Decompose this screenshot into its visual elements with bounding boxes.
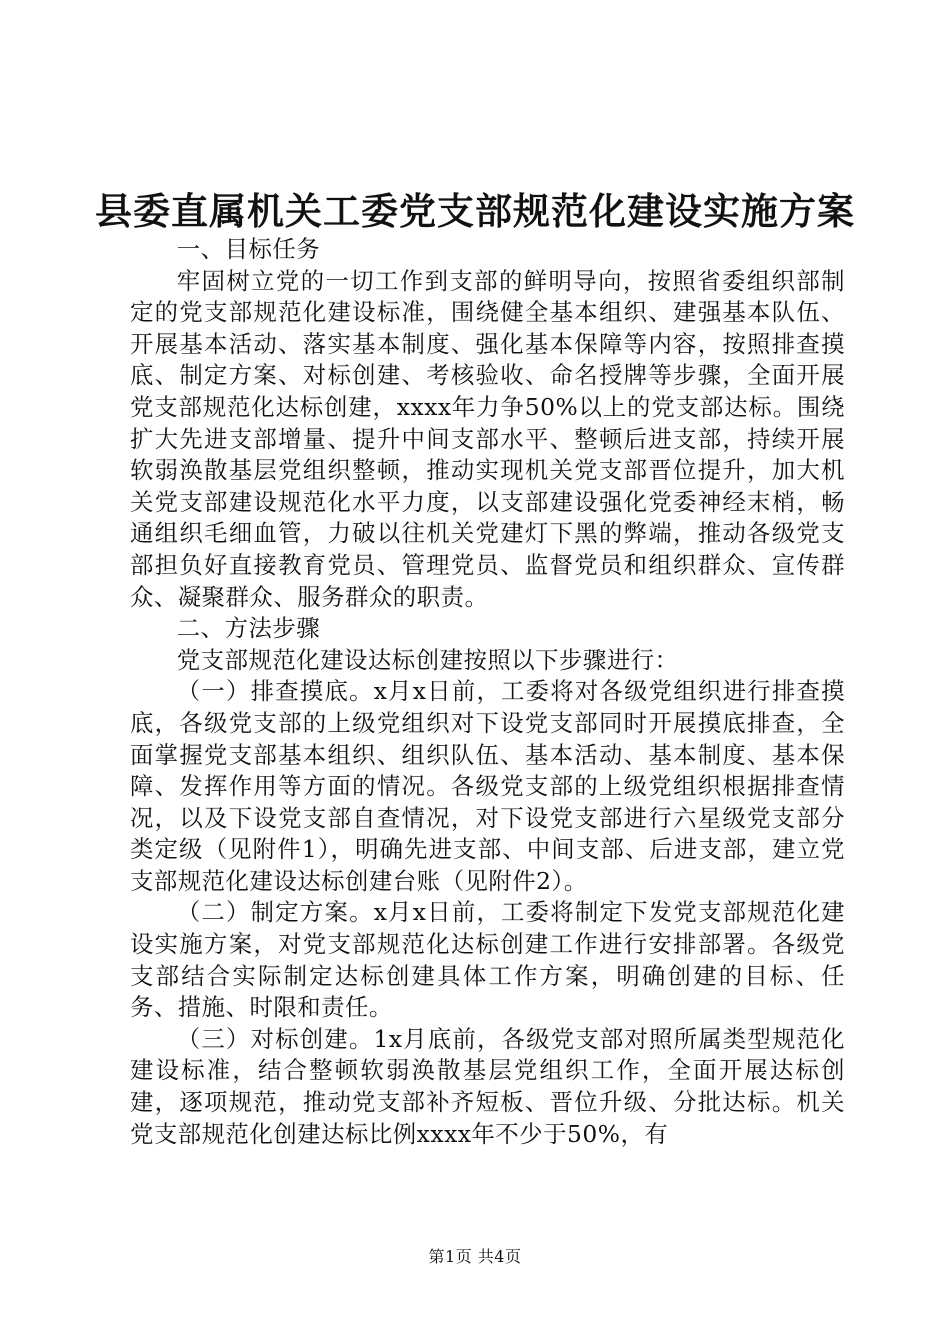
paragraph-step-3: （三）对标创建。1x月底前，各级党支部对照所属类型规范化建设标准，结合整顿软弱涣散基层党组织工作，全面开展达标创建，逐项规范，推动党支部补齐短板、晋位升级、分批达标。机关党支部规范化创建达标比例xxxx年不少于50%，有 (130, 1024, 845, 1148)
section-heading-goals: 一、目标任务 (176, 235, 321, 263)
paragraph-step-2: （二）制定方案。x月x日前，工委将制定下发党支部规范化建设实施方案，对党支部规范化达标创建工作进行安排部署。各级党支部结合实际制定达标创建具体工作方案，明确创建的目标、任务、措施、时限和责任。 (130, 898, 845, 1022)
page-number-footer: 第1页 共4页 (428, 1247, 522, 1266)
document-title: 县委直属机关工委党支部规范化建设实施方案 (95, 189, 855, 233)
document-body (130, 234, 845, 1150)
paragraph-step-1: （一）排查摸底。x月x日前，工委将对各级党组织进行排查摸底，各级党支部的上级党组织对下设党支部同时开展摸底排查，全面掌握党支部基本组织、组织队伍、基本活动、基本制度、基本保障、发挥作用等方面的情况。各级党支部的上级党组织根据排查情况，以及下设党支部自查情况，对下设党支部进行六星级党支部分类定级（见附件1），明确先进支部、中间支部、后进支部，建立党支部规范化建设达标创建台账（见附件2）。 (130, 677, 845, 895)
paragraph-steps-intro: 党支部规范化建设达标创建按照以下步骤进行： (176, 645, 679, 674)
section-heading-methods: 二、方法步骤 (176, 614, 321, 643)
paragraph-goals: 牢固树立党的一切工作到支部的鲜明导向，按照省委组织部制定的党支部规范化建设标准，围绕健全基本组织、建强基本队伍、开展基本活动、落实基本制度、强化基本保障等内容，按照排查摸底、制定方案、对标创建、考核验收、命名授牌等步骤，全面开展党支部规范化达标创建，xxxx年力争50%以上的党支部达标。围绕扩大先进支部增量、提升中间支部水平、整顿后进支部，持续开展软弱涣散基层党组织整顿，推动实现机关党支部晋位提升，加大机关党支部建设规范化水平力度，以支部建设强化党委神经末梢，畅通组织毛细血管，力破以往机关党建灯下黑的弊端，推动各级党支部担负好直接教育党员、管理党员、监督党员和组织群众、宣传群众、凝聚群众、服务群众的职责。 (130, 266, 845, 611)
